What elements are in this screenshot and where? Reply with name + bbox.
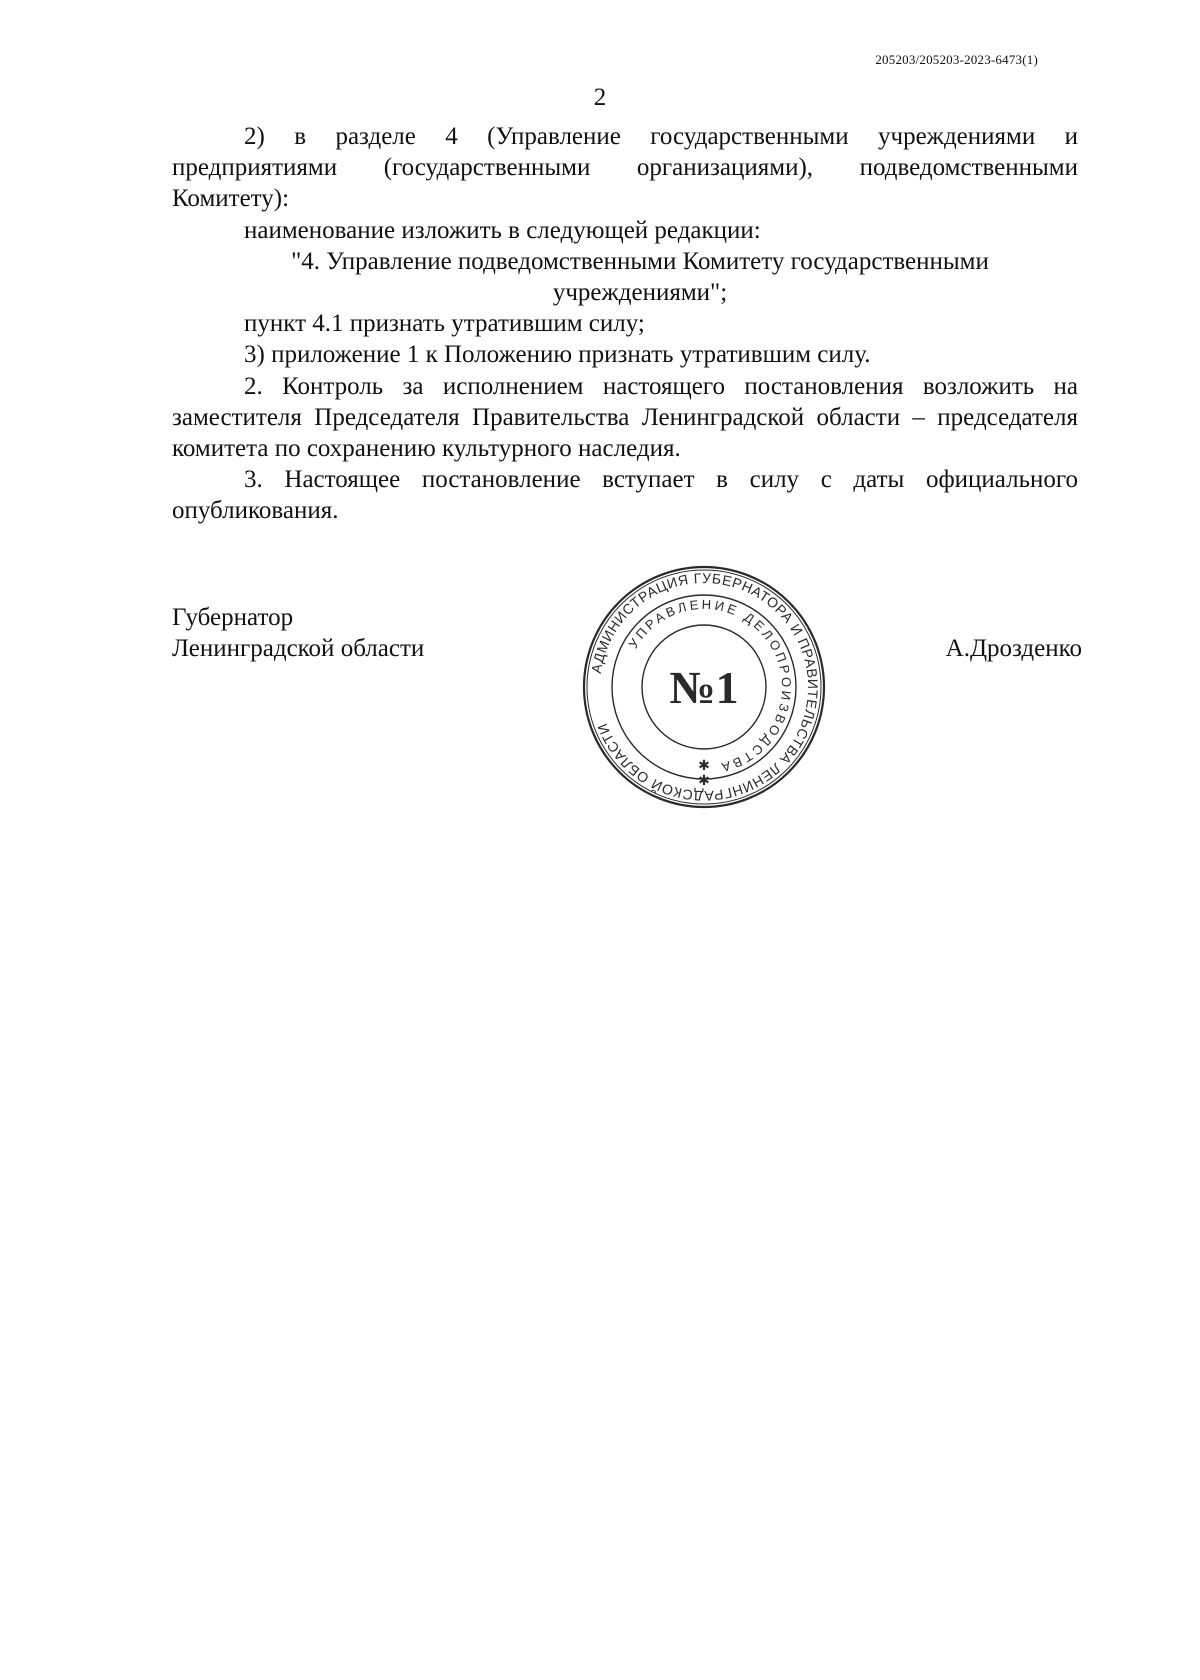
- paragraph-appendix-1: 3) приложение 1 к Положению признать утратившим силу.: [244, 341, 871, 369]
- paragraph-control: 2. Контроль за исполнением настоящего постановления возложить на заместителя Председателя Правительства Ленинградской области – председателя комитета по сохранению культурного наследия.: [172, 372, 1078, 463]
- seal-star-icon: ✱: [698, 773, 710, 789]
- signatory-region: Ленинградской области: [172, 635, 425, 663]
- quoted-title-line-1: "4. Управление подведомственными Комитету государственными: [291, 247, 989, 275]
- paragraph-effective-date: 3. Настоящее постановление вступает в силу с даты официального опубликования.: [172, 466, 1078, 525]
- paragraph-name-change: наименование изложить в следующей редакции:: [244, 216, 761, 244]
- seal-inner-text: УПРАВЛЕНИЕ ДЕЛОПРОИЗВОДСТВА: [625, 596, 795, 776]
- page-number: 2: [593, 84, 607, 111]
- official-seal-stamp: [580, 563, 828, 811]
- seal-outer-text: АДМИНИСТРАЦИЯ ГУБЕРНАТОРА И ПРАВИТЕЛЬСТВА ЛЕНИНГРАДСКОЙ ОБЛАСТИ: [587, 569, 822, 805]
- signatory-title: Губернатор: [172, 604, 294, 631]
- quoted-title-line-2: учреждениями";: [552, 279, 728, 307]
- paragraph-item-4-1: пункт 4.1 признать утратившим силу;: [244, 310, 645, 338]
- signatory-position: [172, 602, 424, 664]
- signatory-name: А.Дрозденко: [945, 635, 1082, 662]
- seal-center-number: №1: [669, 662, 739, 713]
- paragraph-section-4: 2) в разделе 4 (Управление государственными учреждениями и предприятиями (государственными организациями), подведомственными Комитету):: [172, 123, 1078, 213]
- document-body: [172, 121, 1078, 527]
- seal-star-icon: ✱: [698, 758, 710, 774]
- document-id: 205203/205203-2023-6473(1): [875, 52, 1038, 67]
